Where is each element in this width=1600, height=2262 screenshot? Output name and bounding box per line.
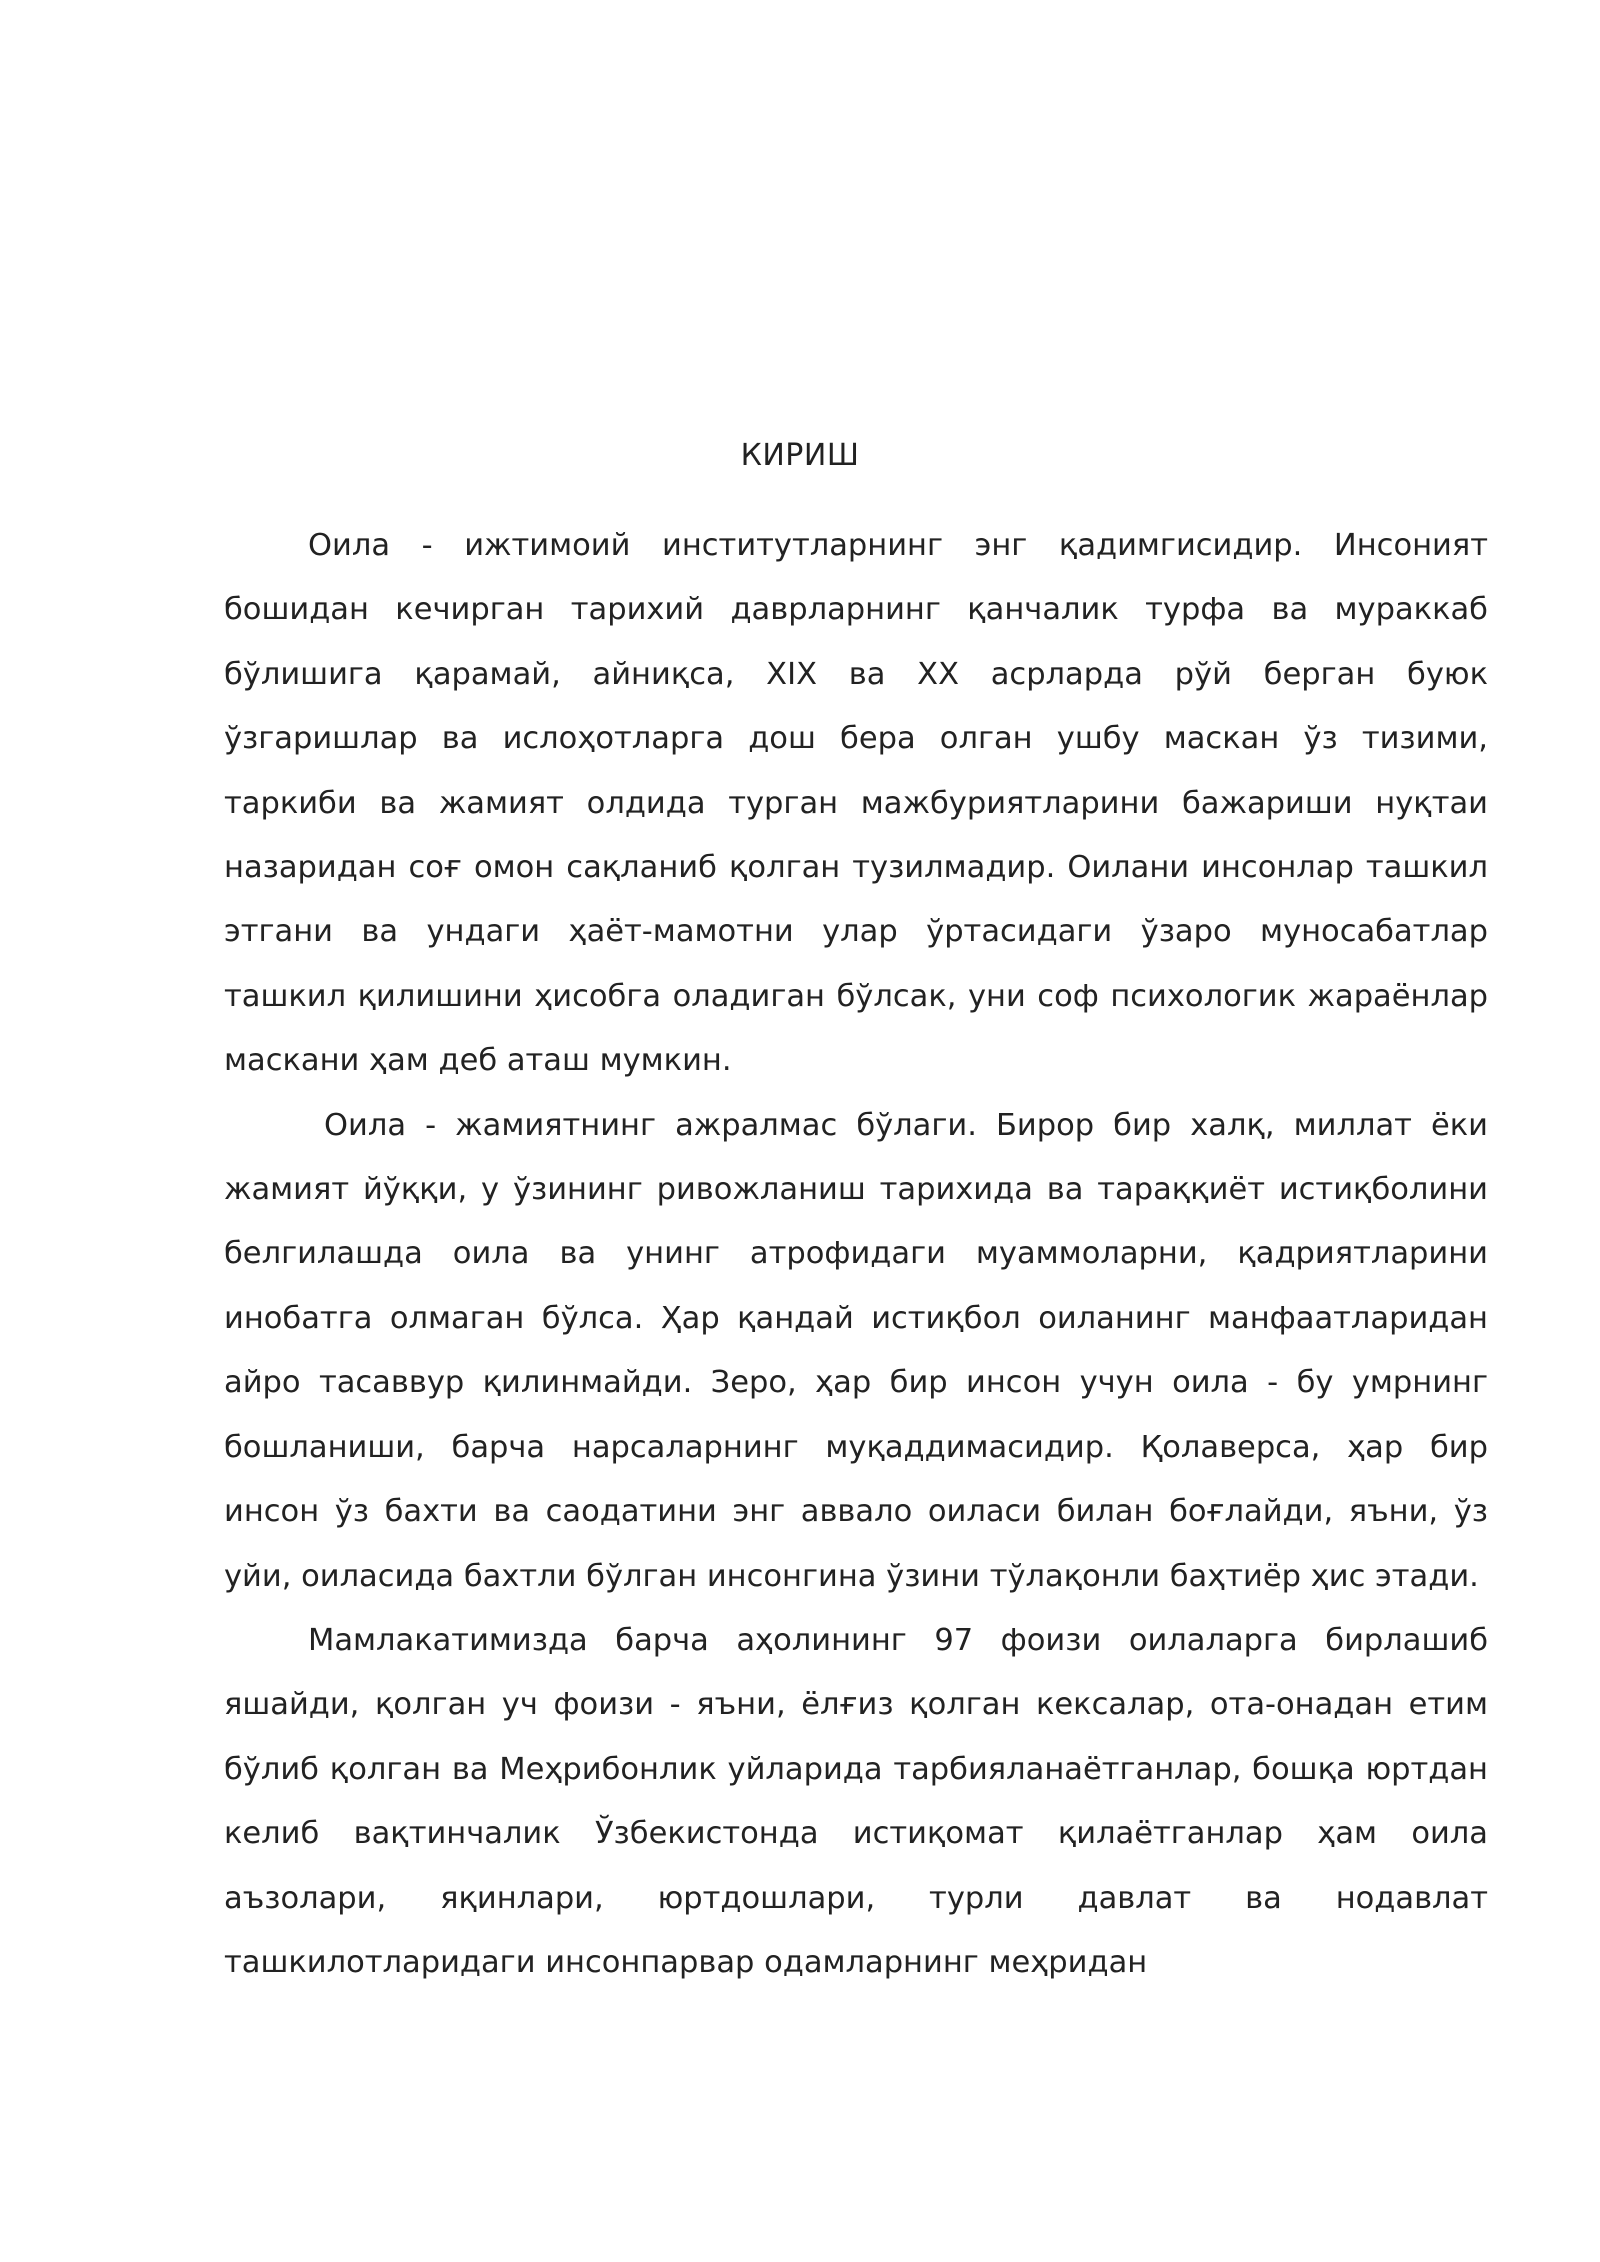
document-body (224, 514, 1488, 1995)
paragraph-1: Оила - ижтимоий институтларнинг энг қадимгисидир. Инсоният бошидан кечирган тарихий даврларнинг қанчалик турфа ва мураккаб бўлишига қарамай, айниқса, XIX ва XX асрларда рўй берган буюк ўзгаришлар ва ислоҳотларга дош бера олган ушбу маскан ўз тизими, таркиби ва жамият олдида турган мажбуриятларини бажариши нуқтаи назаридан соғ омон сақланиб қолган тузилмадир. Оилани инсонлар ташкил этгани ва ундаги ҳаёт-мамотни улар ўртасидаги ўзаро муносабатлар ташкил қилишини ҳисобга оладиган бўлсак, уни соф психологик жараёнлар маскани ҳам деб аташ мумкин. (224, 528, 1488, 1079)
page-heading: КИРИШ (740, 438, 860, 473)
paragraph-3: Мамлакатимизда барча аҳолининг 97 фоизи оилаларга бирлашиб яшайди, қолган уч фоизи - яъни, ёлғиз қолган кексалар, ота-онадан етим бўлиб қолган ва Меҳрибонлик уйларида тарбияланаётганлар, бошқа юртдан келиб вақтинчалик Ўзбекистонда истиқомат қилаётганлар ҳам оила аъзолари, яқинлари, юртдошлари, турли давлат ва нодавлат ташкилотларидаги инсонпарвар одамларнинг меҳридан (224, 1622, 1488, 1980)
paragraph-2: Оила - жамиятнинг ажралмас бўлаги. Бирор бир халқ, миллат ёки жамият йўққи, у ўзининг ривожланиш тарихида ва тараққиёт истиқболини белгилашда оила ва унинг атрофидаги муаммоларни, қадриятларини инобатга олмаган бўлса. Ҳар қандай истиқбол оиланинг манфаатларидан айро тасаввур қилинмайди. Зеро, ҳар бир инсон учун оила - бу умрнинг бошланиши, барча нарсаларнинг муқаддимасидир. Қолаверса, ҳар бир инсон ўз бахти ва саодатини энг аввало оиласи билан боғлайди, яъни, ўз уйи, оиласида бахтли бўлган инсонгина ўзини тўлақонли баҳтиёр ҳис этади. (224, 1107, 1488, 1594)
